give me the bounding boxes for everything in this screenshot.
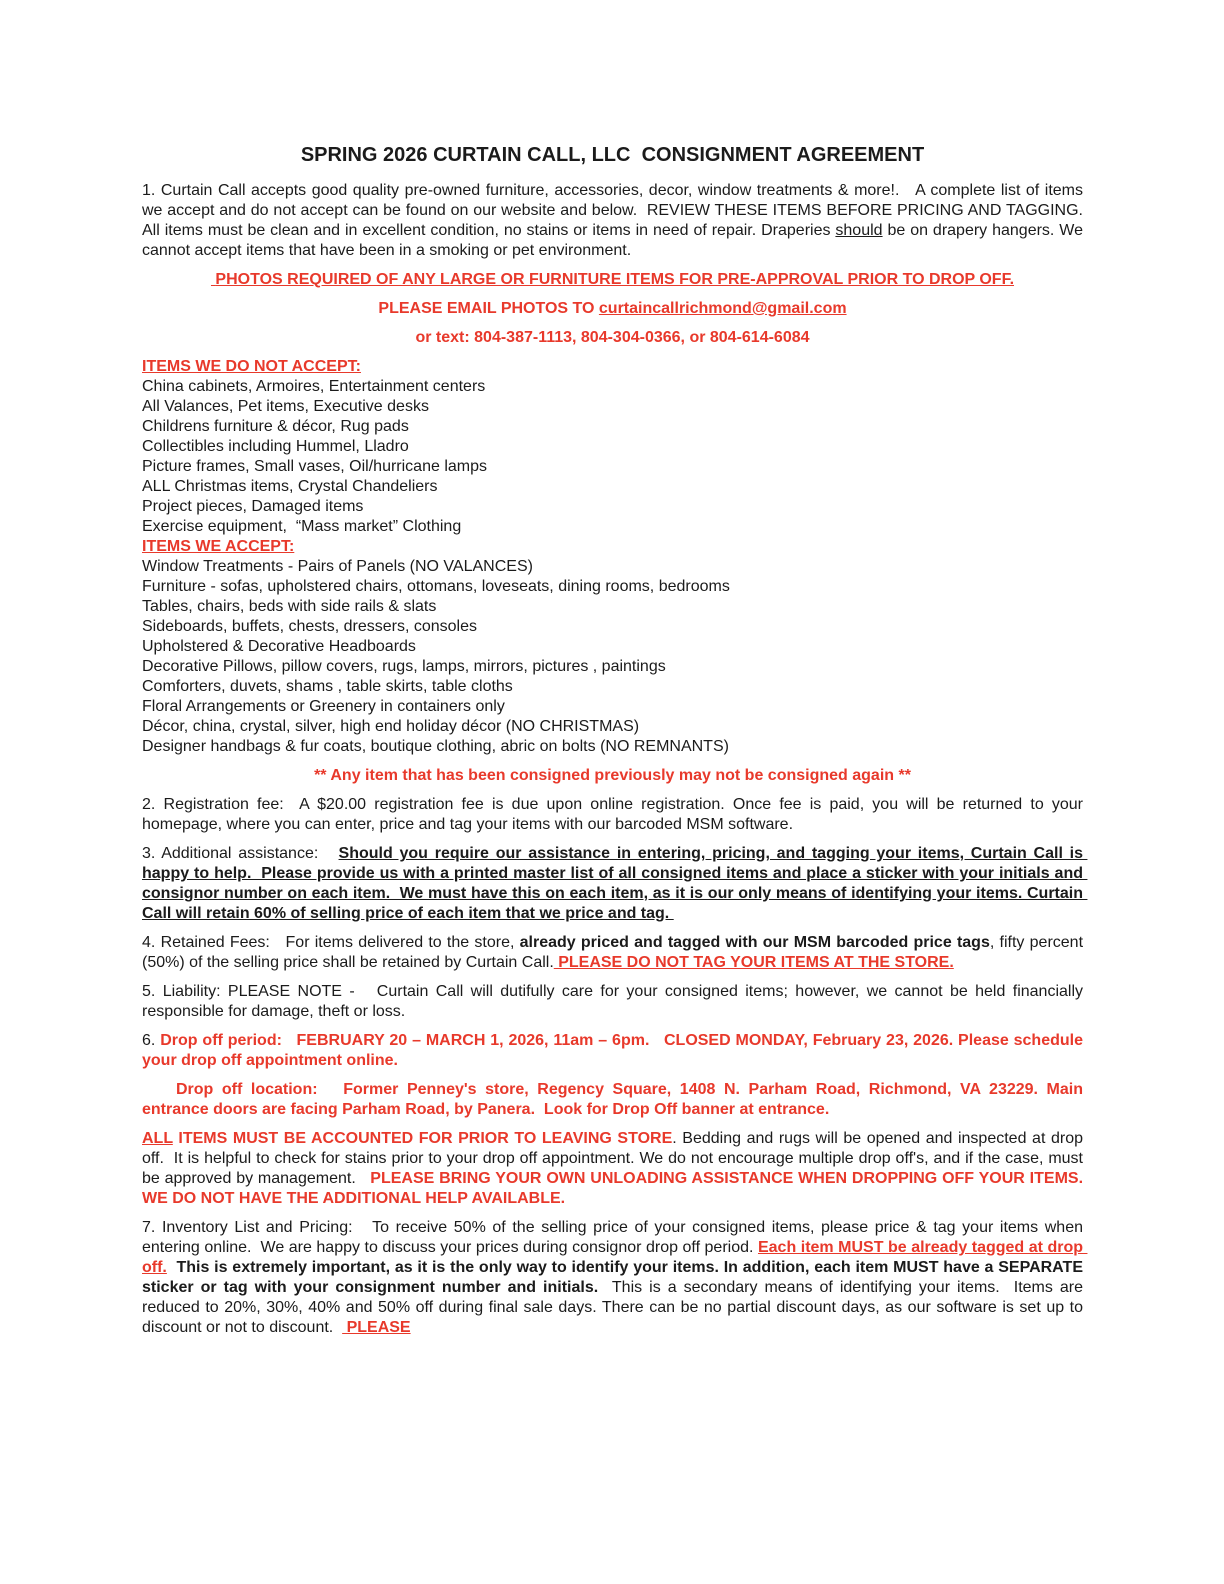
list-item: Picture frames, Small vases, Oil/hurricane lamps [142, 458, 487, 475]
list-item: Designer handbags & fur coats, boutique clothing, abric on bolts (NO REMNANTS) [142, 738, 729, 755]
text-run: 2. Registration fee: A $20.00 registration fee is due upon online registration. Once fee is paid, you will be returned to your homepage, where you can enter, price and tag your items with our barcoded MSM software. [142, 796, 1088, 833]
list-accept [142, 557, 1083, 757]
text-run: Drop off location: Former Penney's store, Regency Square, 1408 N. Parham Road, Richmond, VA 23229. Main entrance doors are facing Parham Road, by Panera. Look for Drop Off banner at entrance. [142, 1081, 1088, 1118]
list-item: Décor, china, crystal, silver, high end holiday décor (NO CHRISTMAS) [142, 718, 640, 735]
paragraph-inventory-pricing [142, 1218, 1088, 1338]
notice-email-photos [142, 299, 1083, 319]
text-run: ALL [142, 1130, 173, 1147]
text-run: PLEASE [342, 1319, 411, 1336]
text-run: PLEASE BRING YOUR OWN UNLOADING ASSISTANCE WHEN DROPPING OFF YOUR ITEMS. WE DO NOT HAVE THE ADDITIONAL HELP AVAILABLE. [142, 1170, 1092, 1207]
text-run: This is extremely important, as it is the only way to identify your items. In addition, each item MUST have a SEPARATE sticker or tag with your consignment number and initials. [142, 1259, 1088, 1296]
text-run: Should you require our assistance in entering, pricing, and tagging your items, Curtain Call is happy to help. Please provide us with a printed master list of all consigned items and place a sticker with your initials and consignor number on each item. We must have this on each item, as it is our only means of identifying your items. Curtain Call will retain 60% of selling price of each item that we price and tag. [142, 845, 1088, 922]
notice-consign-again [142, 766, 1083, 786]
text-run: should [835, 222, 883, 239]
list-item: Decorative Pillows, pillow covers, rugs, lamps, mirrors, pictures , paintings [142, 658, 666, 675]
list-item: Collectibles including Hummel, Lladro [142, 438, 409, 455]
list-item: China cabinets, Armoires, Entertainment centers [142, 378, 486, 395]
text-run: 7. Inventory List and Pricing: To receive 50% of the selling price of your consigned items, please price & tag your items when entering online. We are happy to discuss your prices during consignor drop off period. [142, 1219, 1088, 1256]
email-link[interactable]: curtaincallrichmond@gmail.com [598, 300, 847, 317]
text-run: Each item MUST be already tagged at drop off. [142, 1239, 1088, 1276]
list-item: Furniture - sofas, upholstered chairs, ottomans, loveseats, dining rooms, bedrooms [142, 578, 730, 595]
list-item: All Valances, Pet items, Executive desks [142, 398, 429, 415]
list-item: Tables, chairs, beds with side rails & slats [142, 598, 437, 615]
text-run: ITEMS WE DO NOT ACCEPT: [142, 358, 361, 375]
text-run: . Bedding and rugs will be opened and inspected at drop off. It is helpful to check for stains prior to your drop off appointment. We do not encourage multiple drop off's, and if the case, must be approved by management. [142, 1130, 1088, 1187]
notice-photos-required [142, 270, 1083, 290]
paragraph-liability [142, 982, 1088, 1022]
heading-items-we-accept [142, 537, 1083, 557]
text-run: 1. Curtain Call accepts good quality pre-owned furniture, accessories, decor, window treatments & more!. A complete list of items we accept and do not accept can be found on our website and below. REVIEW THESE ITEMS BEFORE PRICING AND TAGGING. All items must be clean and in excellent condition, no stains or items in need of repair. Draperies [142, 182, 1097, 239]
list-item: Comforters, duvets, shams , table skirts, table cloths [142, 678, 513, 695]
notice-text-numbers [142, 328, 1083, 348]
list-item: Window Treatments - Pairs of Panels (NO VALANCES) [142, 558, 533, 575]
text-run: already priced and tagged with our MSM barcoded price tags [519, 934, 990, 951]
text-run: or text: 804-387-1113, 804-304-0366, or 804-614-6084 [415, 329, 810, 346]
list-item: Sideboards, buffets, chests, dressers, consoles [142, 618, 477, 635]
paragraph-intro [142, 181, 1097, 261]
text-run: ** Any item that has been consigned previously may not be consigned again ** [314, 767, 911, 784]
list-do-not-accept [142, 377, 1083, 537]
list-item: Upholstered & Decorative Headboards [142, 638, 416, 655]
text-run: 3. Additional assistance: [142, 845, 339, 862]
text-run: 5. Liability: PLEASE NOTE - Curtain Call will dutifully care for your consigned items; however, we cannot be held financially responsible for damage, theft or loss. [142, 983, 1088, 1020]
paragraph-registration-fee [142, 795, 1088, 835]
text-run: PLEASE DO NOT TAG YOUR ITEMS AT THE STORE. [553, 954, 954, 971]
list-item: Project pieces, Damaged items [142, 498, 364, 515]
text-run: PLEASE EMAIL PHOTOS TO [378, 300, 599, 317]
text-run: Drop off period: FEBRUARY 20 – MARCH 1, 2026, 11am – 6pm. CLOSED MONDAY, February 23, 2026. Please schedule your drop off appointment online. [142, 1032, 1088, 1069]
paragraph-drop-off-period [142, 1031, 1088, 1071]
text-run: ITEMS MUST BE ACCOUNTED FOR PRIOR TO LEAVING STORE [172, 1130, 673, 1147]
document-title: SPRING 2026 CURTAIN CALL, LLC CONSIGNMENT AGREEMENT [300, 144, 925, 166]
heading-items-we-do-not-accept [142, 357, 1083, 377]
paragraph-drop-off-location [142, 1080, 1088, 1120]
text-run: PHOTOS REQUIRED OF ANY LARGE OR FURNITURE ITEMS FOR PRE-APPROVAL PRIOR TO DROP OFF. [210, 271, 1015, 288]
text-run: , fifty percent (50%) of the selling price shall be retained by Curtain Call. [142, 934, 1088, 971]
list-item: ALL Christmas items, Crystal Chandeliers [142, 478, 438, 495]
list-item: Childrens furniture & décor, Rug pads [142, 418, 409, 435]
text-run: 4. Retained Fees: For items delivered to the store, [142, 934, 520, 951]
list-item: Floral Arrangements or Greenery in containers only [142, 698, 505, 715]
text-run: be on drapery hangers. We cannot accept items that have been in a smoking or pet environment. [142, 222, 1088, 259]
text-run: 6. [142, 1032, 161, 1049]
list-item: Exercise equipment, “Mass market” Clothing [142, 518, 462, 535]
paragraph-additional-assistance [142, 844, 1088, 924]
text-run: This is a secondary means of identifying your items. Items are reduced to 20%, 30%, 40% and 50% off during final sale days. There can be no partial discount days, as our software is set up to discount or not to discount. [142, 1279, 1088, 1336]
text-run: ITEMS WE ACCEPT: [142, 538, 295, 555]
paragraph-retained-fees [142, 933, 1088, 973]
paragraph-accounted-for [142, 1129, 1092, 1209]
